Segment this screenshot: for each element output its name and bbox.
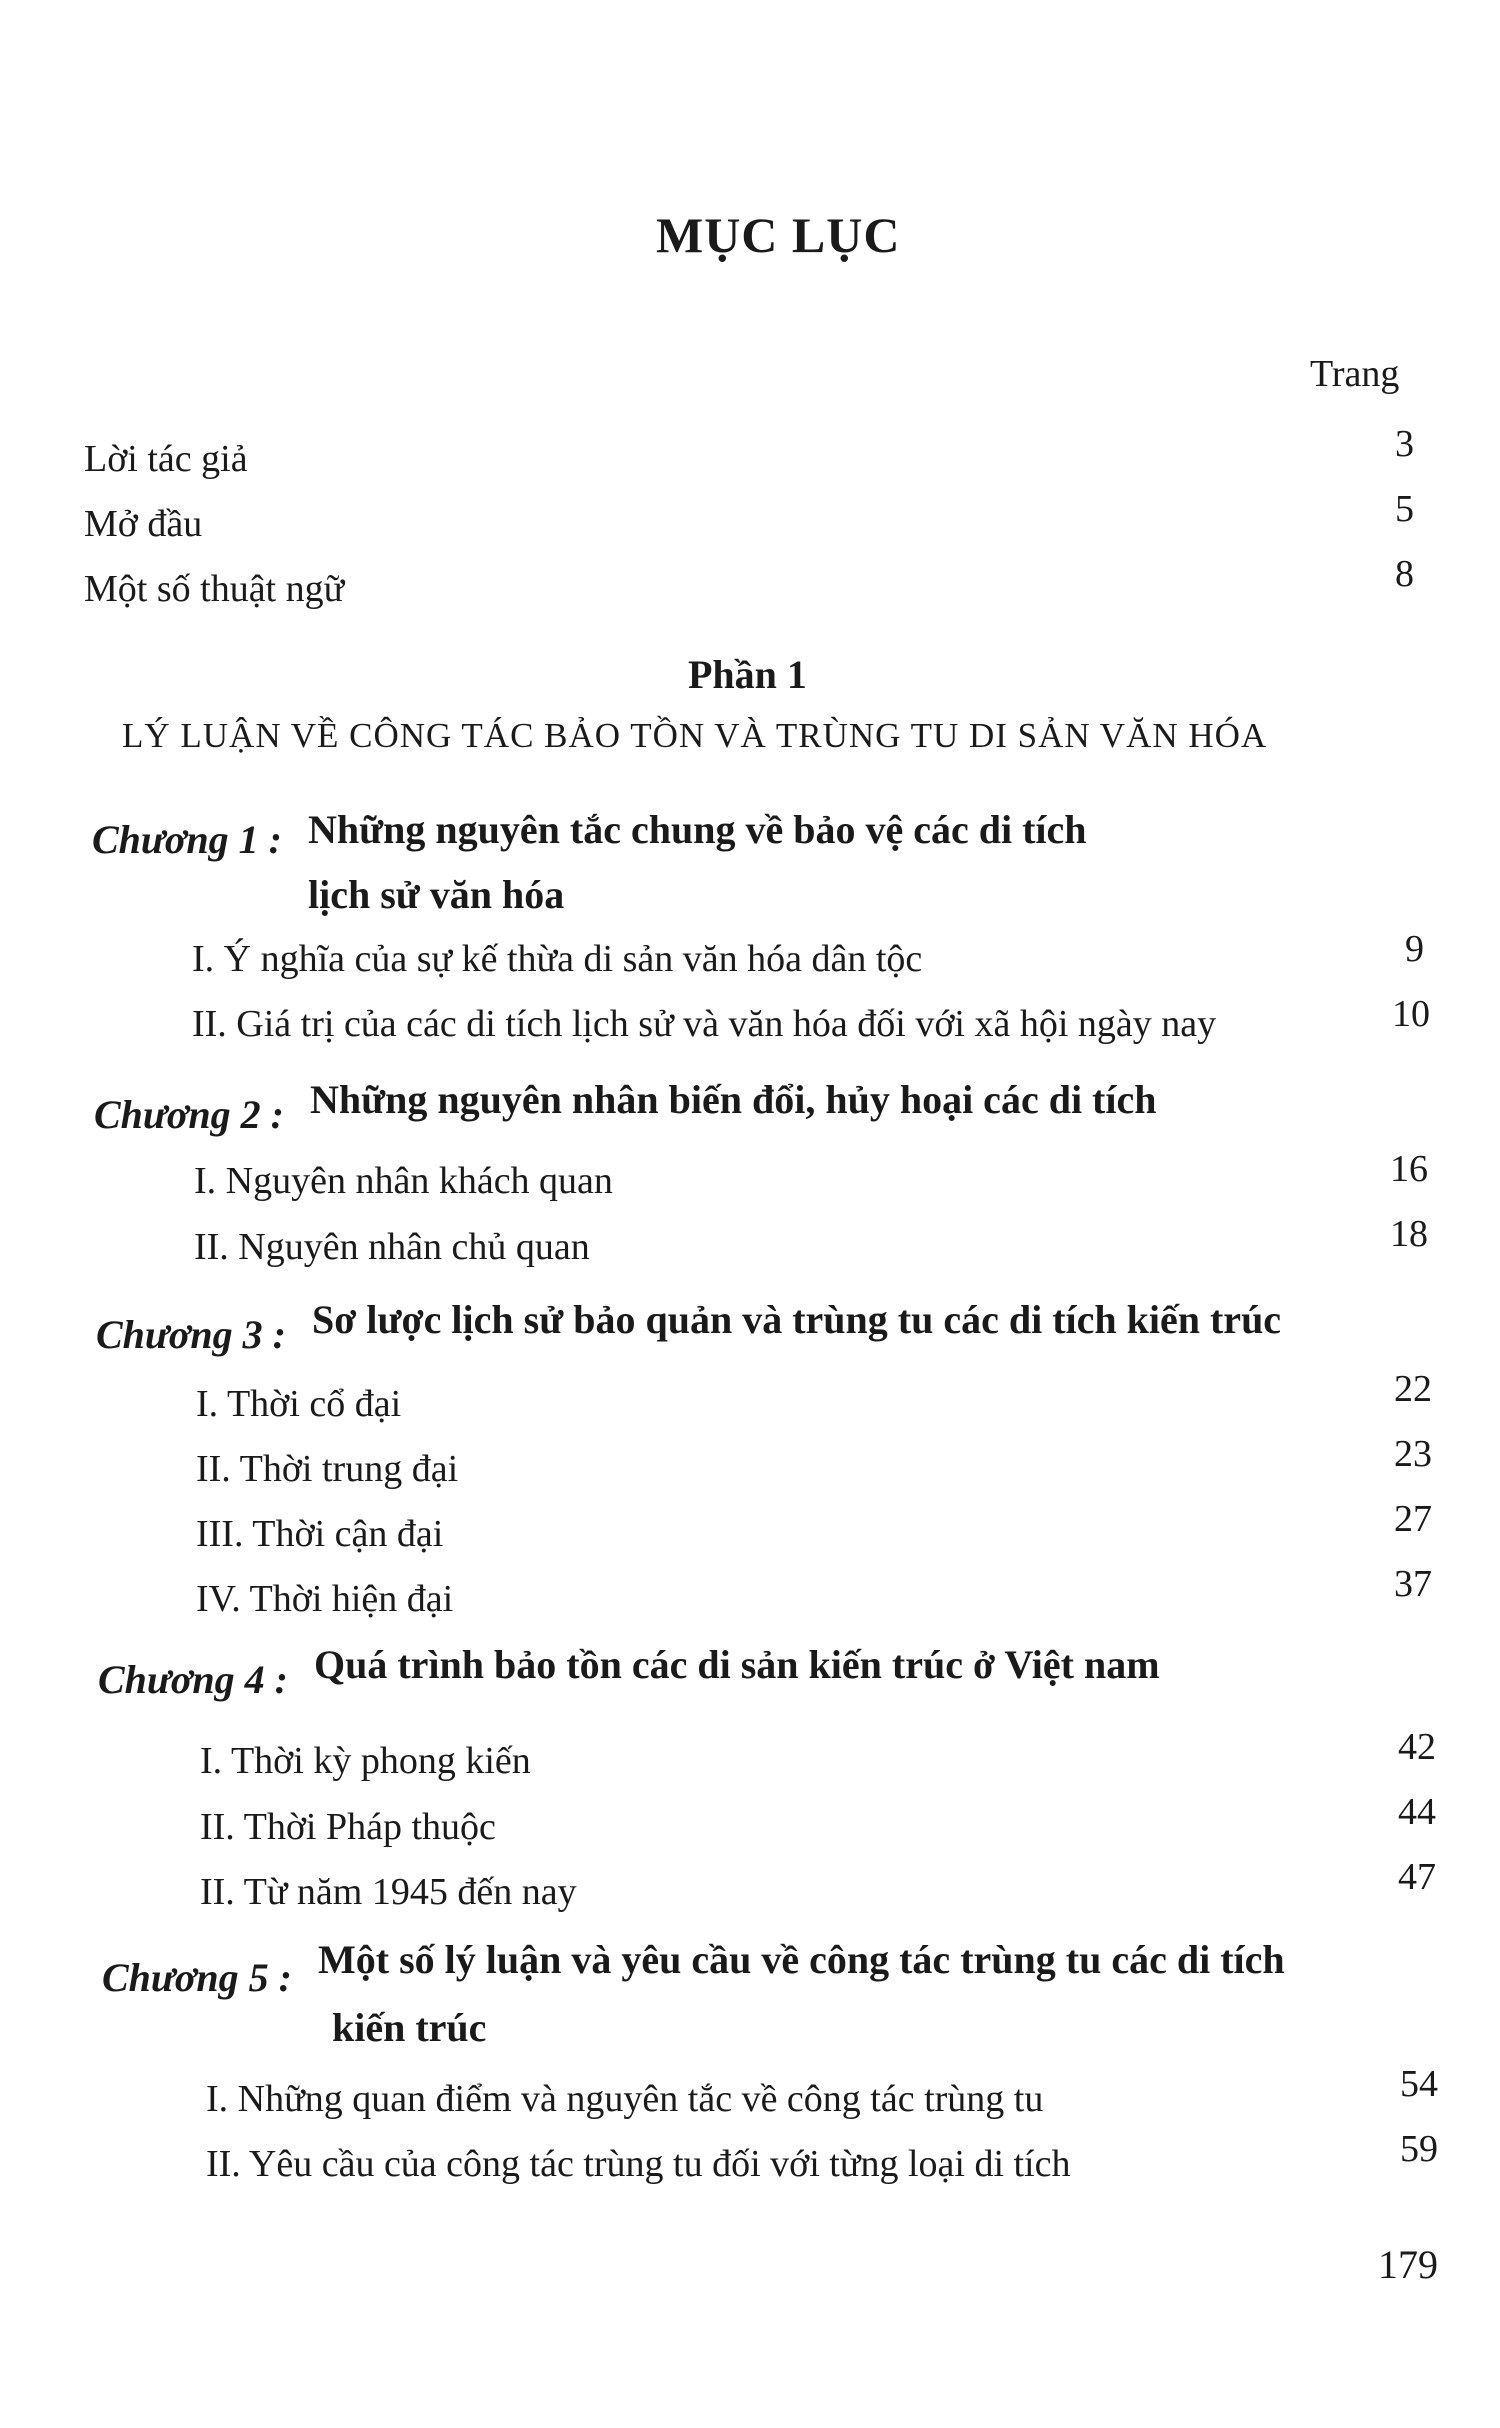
chapter-title: Quá trình bảo tồn các di sản kiến trúc ở Việt nam <box>314 1642 1160 1687</box>
toc-item-page: 16 <box>1390 1148 1428 1190</box>
front-entry-label: Mở đầu <box>84 503 203 545</box>
toc-item-page: 27 <box>1394 1498 1432 1540</box>
chapter-title-continued: kiến trúc <box>332 2005 487 2050</box>
toc-item-page: 37 <box>1394 1563 1432 1605</box>
page-column-label: Trang <box>1310 353 1400 395</box>
toc-item-page: 22 <box>1394 1368 1432 1410</box>
toc-item-page: 10 <box>1392 993 1430 1035</box>
chapter-label: Chương 4 : <box>98 1657 288 1702</box>
chapter-title-continued: lịch sử văn hóa <box>308 872 565 917</box>
toc-item-label: II. Thời trung đại <box>196 1448 459 1490</box>
toc-item-page: 23 <box>1394 1433 1432 1475</box>
toc-item-page: 54 <box>1400 2063 1438 2105</box>
chapter-label: Chương 2 : <box>94 1092 284 1137</box>
chapter-label: Chương 1 : <box>92 817 282 862</box>
toc-item-label: II. Yêu cầu của công tác trùng tu đối với từng loại di tích <box>206 2143 1071 2185</box>
front-entry-label: Một số thuật ngữ <box>84 568 345 610</box>
chapter-label: Chương 3 : <box>96 1312 286 1357</box>
chapter-title: Một số lý luận và yêu cầu về công tác trùng tu các di tích <box>318 1937 1285 1982</box>
toc-item-page: 44 <box>1398 1791 1436 1833</box>
chapter-title: Những nguyên nhân biến đổi, hủy hoại các di tích <box>310 1077 1157 1122</box>
toc-item-label: IV. Thời hiện đại <box>196 1578 454 1620</box>
front-entry-page: 5 <box>1395 488 1414 530</box>
part-title: LÝ LUẬN VỀ CÔNG TÁC BẢO TỒN VÀ TRÙNG TU DI SẢN VĂN HÓA <box>122 716 1268 755</box>
toc-item-label: I. Thời kỳ phong kiến <box>200 1740 531 1782</box>
toc-item-label: I. Những quan điểm và nguyên tắc về công tác trùng tu <box>206 2078 1044 2120</box>
toc-item-label: III. Thời cận đại <box>196 1513 444 1555</box>
chapter-title: Những nguyên tắc chung về bảo vệ các di tích <box>308 807 1087 852</box>
chapter-title: Sơ lược lịch sử bảo quản và trùng tu các di tích kiến trúc <box>312 1297 1282 1342</box>
part-label: Phần 1 <box>688 652 807 697</box>
page-number: 179 <box>1378 2242 1438 2287</box>
toc-item-page: 18 <box>1390 1213 1428 1255</box>
toc-item-label: II. Thời Pháp thuộc <box>200 1806 496 1848</box>
toc-item-label: I. Nguyên nhân khách quan <box>194 1160 613 1202</box>
front-entry-label: Lời tác giả <box>84 438 248 480</box>
toc-item-page: 42 <box>1398 1726 1436 1768</box>
toc-item-page: 9 <box>1405 928 1424 970</box>
toc-item-label: II. Từ năm 1945 đến nay <box>200 1871 577 1913</box>
toc-item-page: 47 <box>1398 1856 1436 1898</box>
front-entry-page: 3 <box>1395 423 1414 465</box>
chapter-label: Chương 5 : <box>102 1955 292 2000</box>
toc-item-label: II. Nguyên nhân chủ quan <box>194 1226 590 1268</box>
toc-item-label: II. Giá trị của các di tích lịch sử và văn hóa đối với xã hội ngày nay <box>192 1003 1217 1045</box>
toc-item-page: 59 <box>1400 2128 1438 2170</box>
page-title: MỤC LỤC <box>656 207 901 263</box>
toc-item-label: I. Ý nghĩa của sự kế thừa di sản văn hóa dân tộc <box>192 938 923 980</box>
toc-item-label: I. Thời cổ đại <box>196 1383 402 1425</box>
front-entry-page: 8 <box>1395 553 1414 595</box>
